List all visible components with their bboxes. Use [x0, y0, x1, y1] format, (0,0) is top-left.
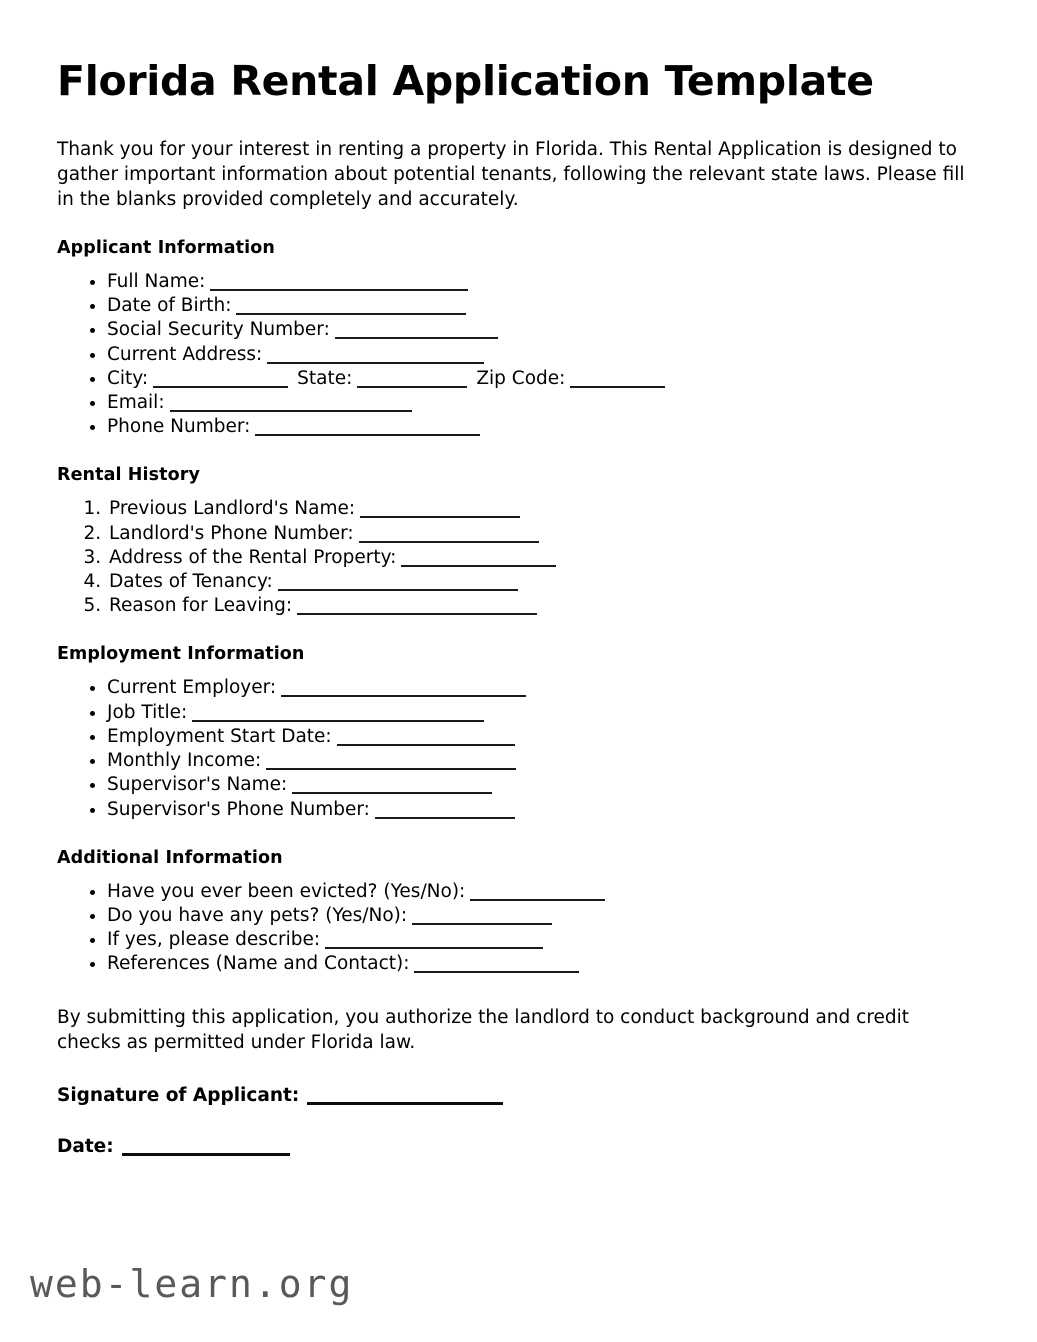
form-sections [57, 238, 977, 976]
field-label: Date of Birth: [107, 295, 232, 317]
signature-blank[interactable] [307, 1089, 503, 1105]
section-heading: Rental History [57, 465, 200, 486]
field-blank[interactable] [570, 373, 665, 388]
field-row [107, 522, 977, 546]
field-label: Employment Start Date: [107, 725, 332, 747]
field-row [107, 594, 977, 618]
field-label: Job Title: [107, 701, 188, 723]
page-title: Florida Rental Application Template [57, 57, 874, 105]
field-label: References (Name and Contact): [107, 953, 410, 975]
field-row [107, 928, 977, 952]
field-blank[interactable] [192, 707, 484, 722]
field-row [107, 497, 977, 521]
field-blank[interactable] [170, 397, 412, 412]
field-blank[interactable] [292, 779, 492, 794]
field-row [107, 343, 977, 367]
field-row [107, 952, 977, 976]
field-row [107, 725, 977, 749]
field-blank[interactable] [375, 804, 515, 819]
field-list [57, 880, 977, 977]
field-label: If yes, please describe: [107, 929, 321, 951]
field-row [107, 880, 977, 904]
field-blank[interactable] [335, 324, 498, 339]
field-label: Landlord's Phone Number: [109, 522, 354, 544]
field-label: City: [107, 367, 149, 389]
field-label: Previous Landlord's Name: [109, 498, 356, 520]
section-heading: Applicant Information [57, 238, 275, 259]
field-list [57, 676, 977, 821]
closing-paragraph: By submitting this application, you authorize the landlord to conduct background and credit checks as permitted under Florida law. [57, 1006, 910, 1053]
field-blank[interactable] [359, 528, 539, 543]
section-heading: Employment Information [57, 644, 305, 665]
field-list [57, 497, 977, 618]
field-blank[interactable] [470, 886, 605, 901]
site-watermark: web-learn.org [30, 1262, 354, 1306]
field-label: Supervisor's Phone Number: [107, 798, 370, 820]
field-label: Phone Number: [107, 416, 251, 438]
field-label: Reason for Leaving: [109, 595, 293, 617]
field-label: Full Name: [107, 271, 206, 293]
field-blank[interactable] [325, 934, 543, 949]
field-blank[interactable] [337, 731, 515, 746]
field-label: Monthly Income: [107, 750, 262, 772]
signature-label: Signature of Applicant: [57, 1084, 300, 1106]
field-label: Do you have any pets? (Yes/No): [107, 904, 408, 926]
field-blank[interactable] [210, 276, 468, 291]
section-heading: Additional Information [57, 847, 283, 868]
field-row [107, 391, 977, 415]
field-row [107, 676, 977, 700]
field-row [107, 904, 977, 928]
field-row [107, 415, 977, 439]
field-row [107, 798, 977, 822]
field-blank[interactable] [236, 300, 466, 315]
field-row [107, 749, 977, 773]
field-label: Zip Code: [476, 367, 566, 389]
document-content [57, 57, 977, 1157]
field-blank[interactable] [281, 682, 526, 697]
field-blank[interactable] [255, 421, 480, 436]
field-label: Current Employer: [107, 677, 277, 699]
field-row [107, 773, 977, 797]
field-blank[interactable] [297, 600, 537, 615]
field-row [107, 270, 977, 294]
field-blank[interactable] [266, 755, 516, 770]
field-row [107, 570, 977, 594]
field-blank[interactable] [414, 958, 579, 973]
field-label: State: [297, 367, 353, 389]
intro-paragraph: Thank you for your interest in renting a property in Florida. This Rental Application is designed to gather important information about potential tenants, following the relevant state laws. Please fill in the blanks provided completely and accurately. [57, 139, 965, 211]
field-row [107, 318, 977, 342]
field-row [107, 701, 977, 725]
field-label: Current Address: [107, 343, 263, 365]
field-list [57, 270, 977, 439]
field-blank[interactable] [412, 910, 552, 925]
field-blank[interactable] [360, 503, 520, 518]
field-label: Social Security Number: [107, 319, 330, 341]
field-blank[interactable] [267, 349, 484, 364]
signature-row [57, 1085, 977, 1106]
field-label: Email: [107, 392, 165, 414]
date-blank[interactable] [122, 1140, 290, 1156]
field-blank[interactable] [278, 576, 518, 591]
date-row [57, 1136, 977, 1157]
field-label: Supervisor's Name: [107, 774, 288, 796]
field-label: Dates of Tenancy: [109, 571, 273, 593]
field-blank[interactable] [357, 373, 467, 388]
field-label: Have you ever been evicted? (Yes/No): [107, 880, 466, 902]
field-row [107, 367, 977, 391]
date-label: Date: [57, 1135, 114, 1157]
field-label: Address of the Rental Property: [109, 546, 397, 568]
field-blank[interactable] [153, 373, 288, 388]
field-row [107, 546, 977, 570]
field-blank[interactable] [401, 552, 556, 567]
field-row [107, 294, 977, 318]
